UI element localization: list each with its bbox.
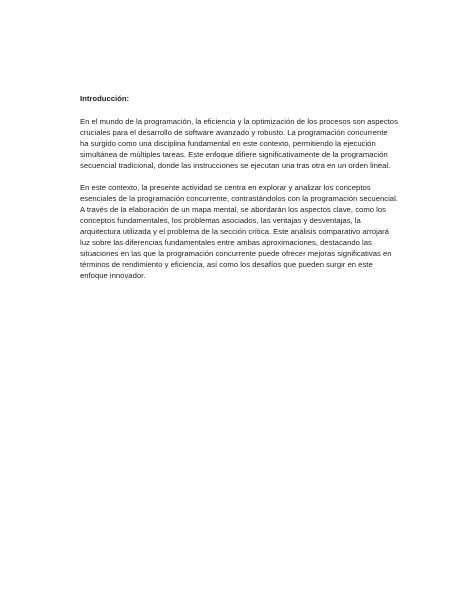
document-body bbox=[80, 93, 398, 292]
paragraph-2: En este contexto, la presente actividad se centra en explorar y analizar los conceptos esenciales de la programación concurrente, contrastándolos con la programación secuencial. A través de la elaboración de un mapa mental, se abordarán los aspectos clave, como los conceptos fundamentales, los problemas asociados, las ventajas y desventajas, la arquitectura utilizada y el problema de la sección crítica. Este análisis comparativo arrojará luz sobre las diferencias fundamentales entre ambas aproximaciones, destacando las situaciones en las que la programación concurrente puede ofrecer mejoras significativas en términos de rendimiento y eficiencia, así como los desafíos que pueden surgir en este enfoque innovador. bbox=[80, 183, 398, 280]
section-heading: Introducción: bbox=[80, 94, 130, 103]
paragraph-1: En el mundo de la programación, la eficiencia y la optimización de los procesos son aspectos cruciales para el desarrollo de software avanzado y robusto. La programación concurrente ha surgido como una disciplina fundamental en este contexto, permitiendo la ejecución simultánea de múltiples tareas. Este enfoque difiere significativamente de la programación secuencial tradicional, donde las instrucciones se ejecutan una tras otra en un orden lineal. bbox=[80, 117, 398, 170]
